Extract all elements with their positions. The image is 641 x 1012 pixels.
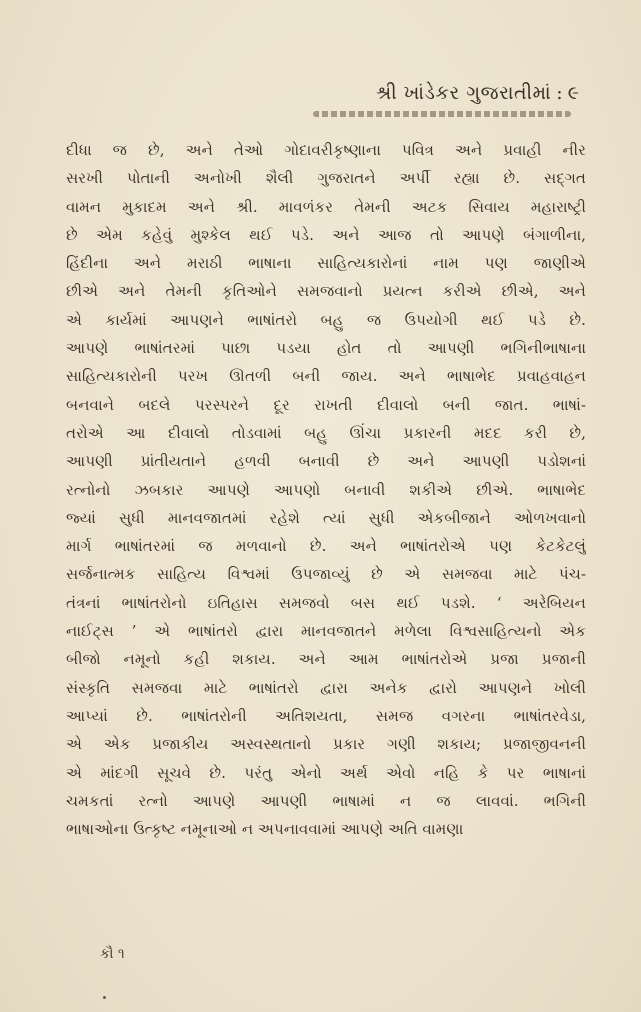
text-line: ભાષાઓના ઉત્કૃષ્ટ નમૂનાઓ ન અપનાવવામાં આપણે અતિ વામણા <box>66 820 464 839</box>
text-line: સર્જનાત્મક સાહિત્ય વિશ્વમાં ઉપજાવ્યું છે એ સમજવા માટે પંચ- <box>66 565 586 584</box>
text-line: હિંદીના અને મરાઠી ભાષાના સાહિત્યકારોનાં નામ પણ જાણીએ <box>66 254 586 273</box>
text-line: સંસ્કૃતિ સમજવા માટે ભાષાંતરો દ્વારા અનેક દ્વારો આપણને ખોલી <box>66 678 586 697</box>
body-text <box>66 136 586 843</box>
text-line: આપ્યાં છે. ભાષાંતરોની અતિશયતા, સમજ વગરના ભાષાંતરવેડા, <box>66 706 586 725</box>
text-line: તરોએ આ દીવાલો તોડવામાં બહુ ઊંચા પ્રકારની મદદ કરી છે, <box>66 423 586 442</box>
text-line: નાઈટ્સ ’ એ ભાષાંતરો દ્વારા માનવજાતને મળેલા વિશ્વસાહિત્યનો એક <box>66 622 586 641</box>
text-line: સરખી પોતાની અનોખી શૈલી ગુજરાતને અર્પી રહ્યા છે. સદ્ગત <box>66 169 586 188</box>
text-line: એ કાર્યમાં આપણને ભાષાંતરો બહુ જ ઉપયોગી થઈ પડે છે. <box>66 310 586 329</box>
text-line: જ્યાં સુધી માનવજાતમાં રહેશે ત્યાં સુધી એકબીજાને ઓળખવાનો <box>66 508 586 527</box>
text-line: વામન મુકાદમ અને શ્રી. માવળંકર તેમની અટક સિવાય મહારાષ્ટ્રી <box>66 197 586 216</box>
text-line: એ માંદગી સૂચવે છે. પરંતુ એનો અર્થ એવો નહિ કે પર ભાષાનાં <box>66 763 586 782</box>
paper-speck <box>103 996 106 999</box>
text-line: બનવાને બદલે પરસ્પરને દૂર રાખતી દીવાલો બની જાત. ભાષાં- <box>66 395 586 414</box>
text-line: આપણી પ્રાંતીયતાને હળવી બનાવી છે અને આપણી પડોશનાં <box>66 452 586 471</box>
page-number: ૯ <box>567 82 579 104</box>
signature-mark: કૌ ૧ <box>100 946 125 962</box>
running-header-separator: : <box>556 82 563 104</box>
text-line: આપણે ભાષાંતરમાં પાછા પડયા હોત તો આપણી ભગિનીભાષાના <box>66 339 586 358</box>
text-line: સાહિત્યકારોની પરખ ઊતળી બની જાય. અને ભાષાભેદ પ્રવાહવાહન <box>66 367 586 386</box>
text-line: તંત્રનાં ભાષાંતરોનો ઇતિહાસ સમજવો બસ થઈ પડશે. ‘ અરેબિયન <box>66 593 586 612</box>
text-line: રત્નોનો ઝબકાર આપણે આપણો બનાવી શકીએ છીએ. ભાષાભેદ <box>66 480 586 499</box>
text-line: એ એક પ્રજાકીય અસ્વસ્થતાનો પ્રકાર ગણી શકાય; પ્રજાજીવનની <box>66 735 586 754</box>
text-line: ચમકતાં રત્નો આપણે આપણી ભાષામાં ન જ લાવવાં. ભગિની <box>66 791 586 810</box>
text-line: છે એમ કહેવું મુશ્કેલ થઈ પડે. અને આજ તો આપણે બંગાળીના, <box>66 225 586 244</box>
text-line: માર્ગ ભાષાંતરમાં જ મળવાનો છે. અને ભાષાંતરોએ પણ કેટકેટલું <box>66 537 586 556</box>
running-header <box>376 82 579 104</box>
header-wavy-rule <box>313 111 571 117</box>
text-line: બીજો નમૂનો કહી શકાય. અને આમ ભાષાંતરોએ પ્રજા પ્રજાની <box>66 650 586 669</box>
running-header-title: શ્રી ખાંડેકર ગુજરાતીમાં <box>375 82 552 104</box>
text-line: દીધા જ છે, અને તેઓ ગોદાવરીકૃષ્ણાના પવિત્ર અને પ્રવાહી નીર <box>66 141 586 159</box>
text-line: છીએ અને તેમની કૃતિઓને સમજવાનો પ્રયત્ન કરીએ છીએ, અને <box>66 282 586 301</box>
